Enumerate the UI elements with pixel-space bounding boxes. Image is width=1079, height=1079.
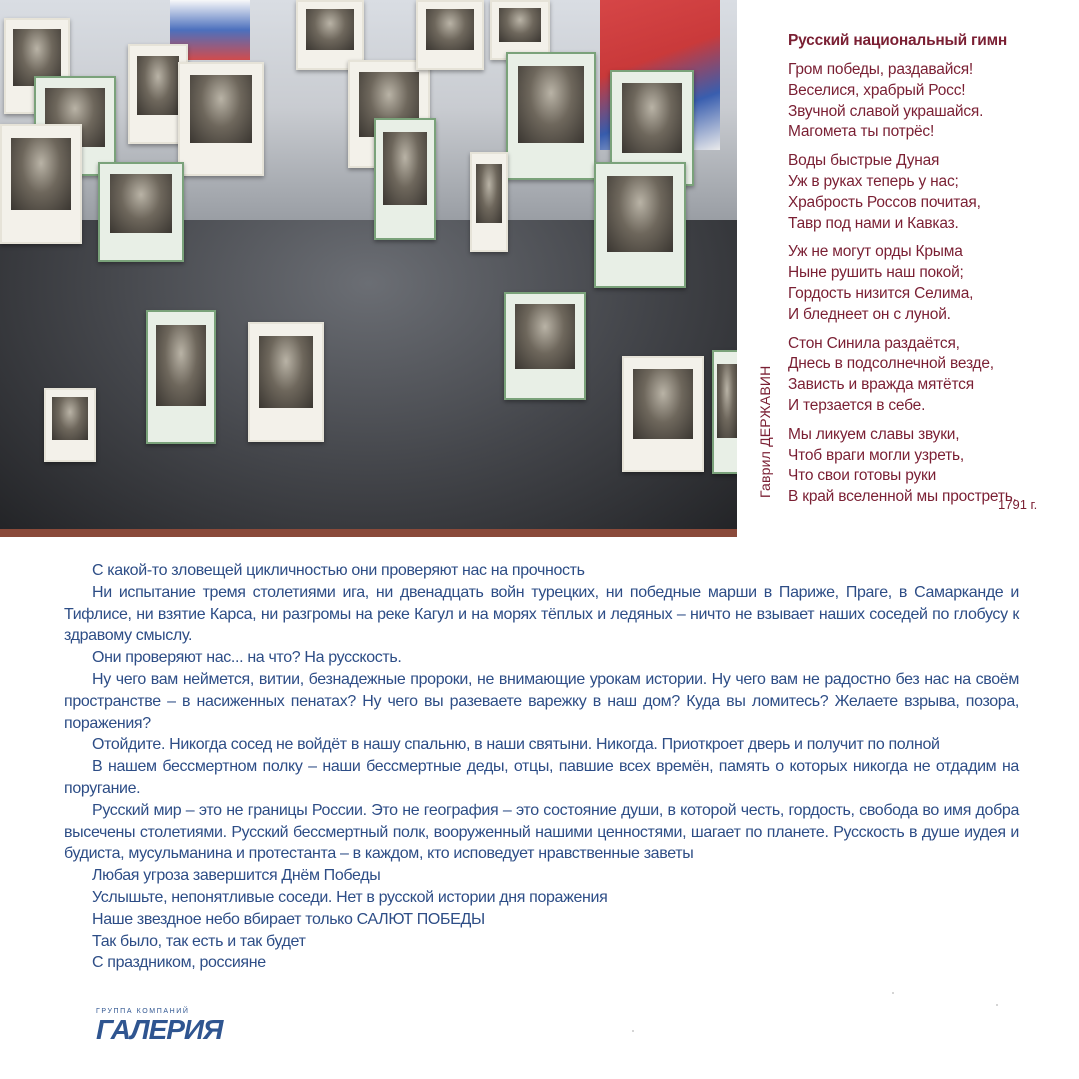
- anthem-line: В край вселенной мы простреть.: [788, 488, 1017, 506]
- article-body: [64, 560, 1019, 974]
- anthem-line: И терзается в себе.: [788, 396, 926, 414]
- article-paragraph: Отойдите. Никогда сосед не войдёт в нашу спальню, в наши святыни. Никогда. Приоткроет дверь и получит по полной: [92, 736, 940, 754]
- portrait-placard: [490, 0, 550, 60]
- portrait-placard: [0, 124, 82, 244]
- portrait-placard: [506, 52, 596, 180]
- anthem-block: [788, 32, 1058, 516]
- portrait-placard: [178, 62, 264, 176]
- anthem-line: Что свои готовы руки: [788, 467, 937, 485]
- anthem-stanza: [788, 242, 1058, 325]
- portrait-placard: [594, 162, 686, 288]
- anthem-stanza: [788, 334, 1058, 417]
- portrait-placard: [416, 0, 484, 70]
- portrait-placard: [248, 322, 324, 442]
- article-paragraph: Русский мир – это не границы России. Это не география – это состояние души, в которой честь, гордость, свобода во имя добра высечены столетиями. Русский бессмертный полк, вооруженный нашими ценностями, шагает по планете. Русскость в душе иудея и будиста, мусульманина и протестанта – в каждом, кто исповедует нравственные заветы: [64, 801, 1019, 863]
- article-paragraph: Любая угроза завершится Днём Победы: [92, 867, 381, 885]
- anthem-year: 1791 г.: [998, 497, 1038, 512]
- anthem-stanza: [788, 425, 1058, 508]
- portrait-placard: [622, 356, 704, 472]
- anthem-line: Храбрость Россов почитая,: [788, 193, 981, 211]
- anthem-line: Стон Синила раздаётся,: [788, 334, 960, 352]
- decorative-dot: [996, 1004, 998, 1006]
- portrait-placard: [470, 152, 508, 252]
- anthem-line: Уж в руках теперь у нас;: [788, 172, 959, 190]
- anthem-line: Днесь в подсолнечной везде,: [788, 355, 994, 373]
- article-paragraph: Ну чего вам неймется, витии, безнадежные пророки, не внимающие урокам истории. Ну чего вам не радостно без нас на своём пространстве – в насиженных пенатах? Ну чего вы разеваете варежку в наш дом? Куда вы ломитесь? Желаете взрыва, позора, поражения?: [64, 670, 1019, 732]
- anthem-line: И бледнеет он с луной.: [788, 305, 951, 323]
- anthem-line: Чтоб враги могли узреть,: [788, 446, 965, 464]
- portrait-placard: [146, 310, 216, 444]
- logo-subtitle: ГРУППА КОМПАНИЙ: [96, 1008, 190, 1015]
- photo-bottom-bar: [0, 529, 737, 537]
- anthem-line: Тавр под нами и Кавказ.: [788, 214, 959, 232]
- portrait-placard: [504, 292, 586, 400]
- logo-wordmark: ГАЛЕРИЯ: [96, 1014, 223, 1045]
- portrait-placard: [98, 162, 184, 262]
- article-paragraph: Так было, так есть и так будет: [92, 932, 306, 950]
- anthem-line: Зависть и вражда мятётся: [788, 376, 974, 394]
- article-paragraph: Ни испытание тремя столетиями ига, ни двенадцать войн турецких, ни победные марши в Париже, Праге, в Самарканде и Тифлисе, ни взятие Карса, ни разгромы на реке Кагул и на морях тёплых и ледяных – ничто не взывает наших соседей по глобусу к здравому смыслу.: [64, 583, 1019, 645]
- article-paragraph: Они проверяют нас... на что? На русскость.: [92, 649, 402, 667]
- anthem-line: Уж не могут орды Крыма: [788, 243, 963, 261]
- article-paragraph: С какой-то зловещей цикличностью они проверяют нас на прочность: [92, 562, 585, 579]
- anthem-author: Гаврил ДЕРЖАВИН: [757, 365, 773, 498]
- anthem-line: Гордость низится Селима,: [788, 284, 974, 302]
- portrait-placard: [44, 388, 96, 462]
- portrait-placard: [712, 350, 737, 474]
- article-paragraph: В нашем бессмертном полку – наши бессмертные деды, отцы, павшие всех времён, память о которых никогда не отдадим на поругание.: [64, 758, 1019, 797]
- anthem-line: Веселися, храбрый Росс!: [788, 81, 966, 99]
- anthem-line: Ныне рушить наш покой;: [788, 264, 964, 282]
- decorative-dot: [892, 992, 894, 994]
- anthem-line: Воды быстрые Дуная: [788, 152, 940, 170]
- article-paragraph: Наше звездное небо вбирает только САЛЮТ ПОБЕДЫ: [92, 910, 485, 928]
- article-paragraph: Услышьте, непонятливые соседи. Нет в русской истории дня поражения: [92, 888, 608, 906]
- anthem-stanza: [788, 151, 1058, 234]
- anthem-title: Русский национальный гимн: [788, 32, 1008, 49]
- decorative-dot: [632, 1030, 634, 1032]
- galeria-logo: [96, 1008, 223, 1056]
- anthem-line: Мы ликуем славы звуки,: [788, 425, 960, 443]
- anthem-line: Магомета ты потрёс!: [788, 123, 935, 141]
- article-paragraph: С праздником, россияне: [92, 954, 266, 972]
- anthem-line: Звучной славой украшайся.: [788, 102, 984, 120]
- immortal-regiment-photo: [0, 0, 737, 537]
- portrait-placard: [374, 118, 436, 240]
- anthem-line: Гром победы, раздавайся!: [788, 61, 974, 78]
- anthem-stanza: [788, 60, 1058, 143]
